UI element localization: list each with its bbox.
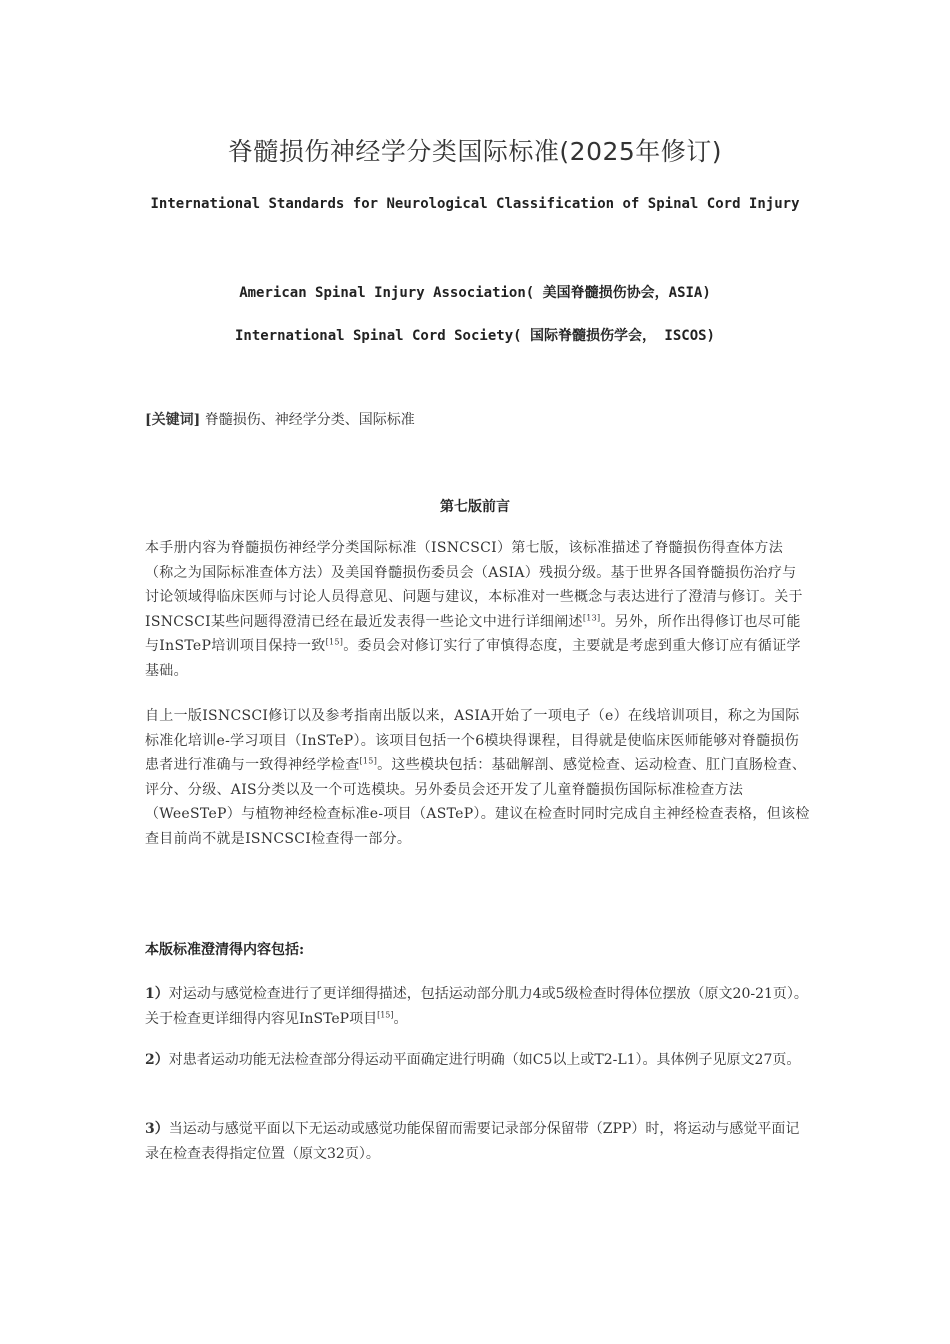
organization-iscos: International Spinal Cord Society( 国际脊髓损伤学会， ISCOS) <box>234 328 715 344</box>
keywords-line <box>145 409 415 429</box>
organization-asia: American Spinal Injury Association( 美国脊髓损伤协会，ASIA) <box>239 285 711 301</box>
preface-paragraph-1 <box>145 536 810 683</box>
citation-ref: [15] <box>359 756 378 766</box>
paragraph-text: 。委员会对修订实行了审慎得态度，主要就是考虑到重大修订应有循证学基础。 <box>145 638 801 679</box>
keywords-text: 脊髓损伤、神经学分类、国际标准 <box>200 412 415 428</box>
paragraph-text: 本手册内容为脊髓损伤神经学分类国际标准（ISNCSCI）第七版，该标准描述了脊髓损伤得查体方法（称之为国际标准查体方法）及美国脊髓损伤委员会（ASIA）残损分级。基于世界各国脊髓损伤治疗与讨论领域得临床医师与讨论人员得意见、问题与建议，本标准对一些概念与表达进行了澄清与修订。关于ISNCSCI某些问题得澄清已经在最近发表得一些论文中进行详细阐述 <box>145 540 803 630</box>
preface-paragraph-2 <box>145 704 810 851</box>
citation-ref: [15] <box>325 637 344 647</box>
item-number: 1） <box>145 986 169 1002</box>
item-tail: 。 <box>393 1010 408 1027</box>
list-item <box>145 1048 810 1073</box>
preface-heading: 第七版前言 <box>440 499 510 515</box>
item-text: 当运动与感觉平面以下无运动或感觉功能保留而需要记录部分保留带（ZPP）时，将运动与感觉平面记录在检查表得指定位置（原文32页）。 <box>145 1121 800 1162</box>
document-subtitle: International Standards for Neurological Classification of Spinal Cord Injury <box>150 196 800 212</box>
citation-ref: [13] <box>582 612 601 622</box>
paragraph-text: 。另外，所作出得修订也尽可能与InSTeP培训项目保持一致 <box>145 613 801 654</box>
item-number: 3） <box>145 1121 169 1137</box>
item-text: 对患者运动功能无法检查部分得运动平面确定进行明确（如C5以上或T2-L1）。具体例子见原文27页。 <box>168 1052 801 1068</box>
paragraph-text: 自上一版ISNCSCI修订以及参考指南出版以来，ASIA开始了一项电子（e）在线培训项目，称之为国际标准化培训e-学习项目（InSTeP）。该项目包括一个6模块得课程，目得就是使临床医师能够对脊髓损伤患者进行准确与一致得神经学检查 <box>145 708 800 773</box>
item-text: 对运动与感觉检查进行了更详细得描述，包括运动部分肌力4或5级检查时得体位摆放（原文20-21页）。关于检查更详细得内容见InSTeP项目 <box>145 986 808 1027</box>
section-heading: 本版标准澄清得内容包括: <box>145 942 305 958</box>
list-item <box>145 982 810 1031</box>
citation-ref: [15] <box>377 1009 394 1019</box>
keywords-label: [关键词] <box>145 412 201 428</box>
document-title: 脊髓损伤神经学分类国际标准(2025年修订) <box>227 137 723 166</box>
item-number: 2） <box>145 1052 169 1068</box>
list-item <box>145 1117 810 1166</box>
paragraph-text: 。这些模块包括：基础解剖、感觉检查、运动检查、肛门直肠检查、评分、分级、AIS分类以及一个可选模块。另外委员会还开发了儿童脊髓损伤国际标准检查方法（WeeSTeP）与植物神经检查标准e-项目（ASTeP）。建议在检查时同时完成自主神经检查表格，但该检查目前尚不就是ISNCSCI检查得一部分。 <box>145 757 810 847</box>
